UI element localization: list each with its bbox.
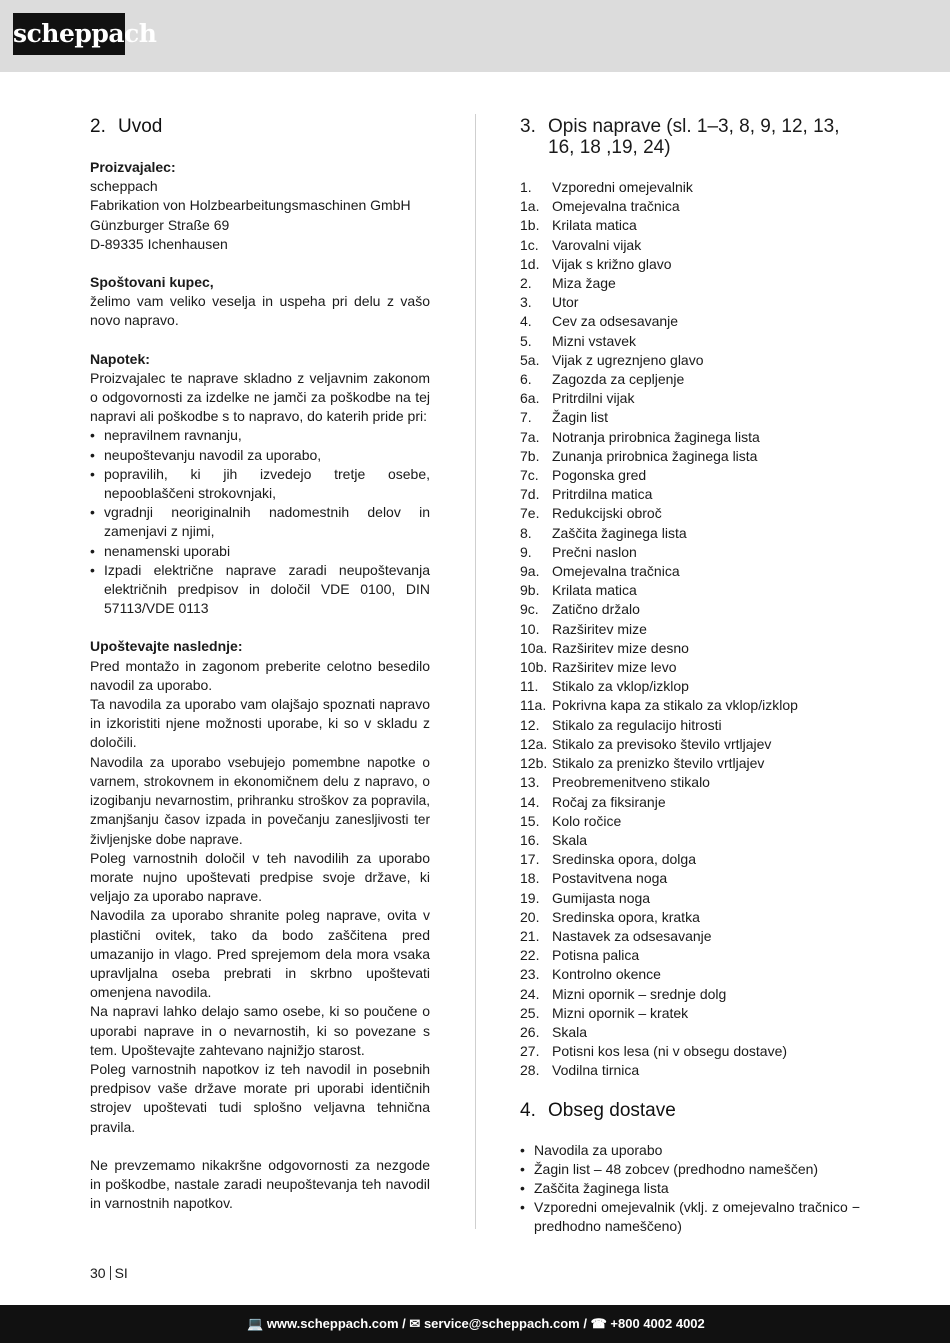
list-item: • nenamenski uporabi: [90, 542, 430, 561]
part-item: [520, 754, 860, 773]
computer-icon: 💻: [247, 1316, 264, 1331]
footer-website[interactable]: www.scheppach.com: [266, 1316, 399, 1331]
manufacturer-line: scheppach: [90, 178, 158, 195]
observe-paragraph: Navodila za uporabo vsebujejo pomembne napotke o varnem, strokovnem in ekonomičnem delu z napravo, o izogibanju nevarnostim, prihranku stroškov za popravila, zmanjšanju časov izpada in povečanju zanesljivosti ter življenjske dobe naprave.: [90, 754, 430, 847]
observe-paragraph: Ta navodila za uporabo vam olajšajo spoznati napravo in izkoristiti njene možnosti uporabe, ki so v skladu z določili.: [90, 696, 430, 751]
part-number: 21.: [520, 927, 540, 944]
part-number: 22.: [520, 947, 540, 964]
footer-separator: /: [402, 1316, 406, 1331]
part-number: 26.: [520, 1023, 540, 1040]
part-item: [520, 831, 860, 850]
part-number: 23.: [520, 966, 540, 983]
part-number: 15.: [520, 812, 540, 829]
part-item: [520, 351, 860, 370]
part-label: Preobremenitveno stikalo: [552, 774, 710, 791]
part-item: [520, 447, 860, 466]
part-number: 8.: [520, 524, 532, 541]
part-label: Utor: [552, 294, 579, 311]
part-item: [520, 370, 860, 389]
footer-contact: [247, 1305, 705, 1343]
part-label: Potisni kos lesa (ni v obsegu dostave): [552, 1043, 788, 1060]
greeting-heading: Spoštovani kupec,: [90, 274, 214, 291]
list-item: • Izpadi električne naprave zaradi neupoštevanja električnih predpisov in določil VDE 0100, DIN 57113/VDE 0113: [90, 561, 430, 619]
part-item: [520, 504, 860, 523]
mail-icon: ✉: [409, 1316, 421, 1331]
part-item: [520, 716, 860, 735]
part-item: [520, 965, 860, 984]
note-block: [90, 350, 430, 619]
page-number: [90, 1265, 128, 1281]
part-item: [520, 408, 860, 427]
page-language: SI: [114, 1265, 128, 1281]
part-number: 1c.: [520, 236, 539, 253]
part-number: 17.: [520, 851, 540, 868]
parts-list: [520, 178, 860, 1081]
part-label: Kolo ročice: [552, 812, 622, 829]
manufacturer-heading: Proizvajalec:: [90, 159, 176, 175]
part-label: Stikalo za vklop/izklop: [552, 678, 689, 695]
list-item: • nepravilnem ravnanju,: [90, 426, 430, 445]
part-item: [520, 869, 860, 888]
footer-email[interactable]: service@scheppach.com: [423, 1316, 580, 1331]
part-item: [520, 562, 860, 581]
footer-phone[interactable]: +800 4002 4002: [610, 1316, 705, 1331]
part-item: [520, 658, 860, 677]
page-number-value: 30: [90, 1265, 106, 1281]
section-2-heading: [90, 116, 430, 138]
part-label: Sredinska opora, dolga: [552, 851, 696, 868]
part-item: [520, 524, 860, 543]
part-item: [520, 889, 860, 908]
part-item: [520, 812, 860, 831]
part-item: [520, 1061, 860, 1080]
part-label: Skala: [552, 831, 588, 848]
section-4-title: Obseg dostave: [548, 1099, 676, 1121]
page-number-separator: [110, 1266, 111, 1280]
phone-icon: ☎: [590, 1316, 607, 1331]
part-item: [520, 696, 860, 715]
part-number: 20.: [520, 908, 540, 925]
part-item: [520, 216, 860, 235]
part-number: 24.: [520, 985, 540, 1002]
observe-paragraph: Navodila za uporabo shranite poleg naprave, ovita v plastični ovitek, tako da bodo zaščitena pred umazanijo in vlago. Pred sprejemom dela mora vsaka upravljalna oseba prebrati in skrbno upoštevati omenjena navodila.: [90, 907, 430, 1001]
manufacturer-block: [90, 158, 430, 254]
part-item: [520, 543, 860, 562]
part-label: Razširitev mize: [552, 620, 647, 637]
part-label: Varovalni vijak: [552, 236, 642, 253]
disclaimer-text: Ne prevzemamo nikakršne odgovornosti za nezgode in poškodbe, nastale zaradi neupoštevanja teh navodil in varnostnih napotkov.: [90, 1156, 430, 1212]
delivery-list: [520, 1141, 860, 1237]
part-label: Postavitvena noga: [552, 870, 668, 887]
part-label: Cev za odsesavanje: [552, 313, 679, 330]
part-item: [520, 293, 860, 312]
part-item: [520, 178, 860, 197]
part-label: Mizni opornik – srednje dolg: [552, 985, 727, 1002]
part-label: Prečni naslon: [552, 543, 637, 560]
part-number: 4.: [520, 313, 532, 330]
part-number: 18.: [520, 870, 540, 887]
part-label: Krilata matica: [552, 217, 637, 234]
part-number: 10a.: [520, 639, 548, 656]
part-item: [520, 927, 860, 946]
observe-paragraph: Poleg varnostnih določil v teh navodilih za uporabo morate nujno upoštevati predpise svoje države, ki veljajo za uporabo naprave.: [90, 849, 430, 905]
note-text: Proizvajalec te naprave skladno z veljavnim zakonom o odgovornosti za izdelke ne jamči za poškodbe na tej napravi ali poškodbe s to napravo, do katerih pride pri:: [90, 369, 430, 425]
part-number: 7b.: [520, 447, 540, 464]
part-label: Gumijasta noga: [552, 889, 651, 906]
greeting-text: želimo vam veliko veselja in uspeha pri delu z vašo novo napravo.: [90, 293, 430, 329]
part-number: 11a.: [520, 697, 547, 714]
part-item: [520, 428, 860, 447]
part-label: Razširitev mize desno: [552, 639, 689, 656]
part-label: Omejevalna tračnica: [552, 198, 680, 215]
part-label: Pritrdilni vijak: [552, 390, 635, 407]
part-number: 2.: [520, 275, 532, 292]
part-number: 27.: [520, 1043, 540, 1060]
list-item: • Žagin list – 48 zobcev (predhodno nameščen): [520, 1160, 860, 1179]
part-number: 5a.: [520, 351, 540, 368]
part-label: Kontrolno okence: [552, 966, 661, 983]
part-number: 5.: [520, 332, 532, 349]
part-item: [520, 1004, 860, 1023]
part-label: Zaščita žaginega lista: [552, 524, 687, 541]
part-item: [520, 255, 860, 274]
part-item: [520, 773, 860, 792]
part-item: [520, 389, 860, 408]
part-item: [520, 600, 860, 619]
page-footer: [0, 1305, 950, 1343]
list-item: • popravilih, ki jih izvedejo tretje osebe, nepooblaščeni strokovnjaki,: [90, 465, 430, 503]
part-item: [520, 274, 860, 293]
section-intro: [90, 116, 430, 1213]
part-label: Vodilna tirnica: [552, 1062, 640, 1079]
part-number: 12.: [520, 716, 540, 733]
part-item: [520, 485, 860, 504]
section-2-title: Uvod: [118, 116, 163, 137]
section-4-number: 4.: [520, 1099, 536, 1121]
part-label: Pokrivna kapa za stikalo za vklop/izklop: [552, 697, 798, 714]
manufacturer-line: Fabrikation von Holzbearbeitungsmaschinen GmbH: [90, 197, 411, 214]
list-item: • vgradnji neoriginalnih nadomestnih delov in zamenjavi z njimi,: [90, 503, 430, 541]
part-label: Stikalo za previsoko število vrtljajev: [552, 735, 772, 752]
part-number: 1d.: [520, 255, 540, 272]
section-3-title: Opis naprave (sl. 1–3, 8, 9, 12, 13, 16, 18 ,19, 24): [548, 116, 840, 158]
part-number: 9.: [520, 543, 532, 560]
list-item: • Zaščita žaginega lista: [520, 1179, 860, 1198]
footer-separator: /: [583, 1316, 587, 1331]
part-number: 13.: [520, 774, 540, 791]
part-item: [520, 312, 860, 331]
part-number: 7.: [520, 409, 532, 426]
part-number: 9b.: [520, 582, 540, 599]
list-item: • neupoštevanju navodil za uporabo,: [90, 446, 430, 465]
part-label: Omejevalna tračnica: [552, 563, 680, 580]
observe-paragraph: Pred montažo in zagonom preberite celotno besedilo navodil za uporabo.: [90, 657, 430, 693]
part-label: Zatično držalo: [552, 601, 640, 618]
section-3-number: 3.: [520, 116, 536, 137]
part-label: Sredinska opora, kratka: [552, 908, 700, 925]
part-number: 10b.: [520, 659, 548, 676]
part-label: Nastavek za odsesavanje: [552, 927, 712, 944]
part-label: Redukcijski obroč: [552, 505, 662, 522]
part-number: 12a.: [520, 735, 548, 752]
list-item: • Navodila za uporabo: [520, 1141, 860, 1160]
part-item: [520, 985, 860, 1004]
part-number: 16.: [520, 831, 540, 848]
part-label: Notranja prirobnica žaginega lista: [552, 428, 760, 445]
part-item: [520, 466, 860, 485]
manufacturer-line: D-89335 Ichenhausen: [90, 235, 228, 252]
part-item: [520, 735, 860, 754]
section-2-number: 2.: [90, 116, 106, 137]
part-number: 19.: [520, 889, 540, 906]
part-number: 7e.: [520, 505, 540, 522]
part-label: Vijak s križno glavo: [552, 255, 672, 272]
observe-paragraph: Na napravi lahko delajo samo osebe, ki so poučene o uporabi naprave in o nevarnostih, ki so povezane s tem. Upoštevajte zahtevano najnižjo starost.: [90, 1003, 430, 1058]
observe-heading: Upoštevajte naslednje:: [90, 638, 243, 655]
manufacturer-line: Günzburger Straße 69: [90, 216, 230, 233]
part-item: [520, 850, 860, 869]
part-number: 25.: [520, 1004, 540, 1021]
part-number: 14.: [520, 793, 540, 810]
list-item: • Vzporedni omejevalnik (vklj. z omejevalno tračnico − predhodno nameščeno): [520, 1198, 860, 1236]
part-item: [520, 197, 860, 216]
part-label: Miza žage: [552, 275, 616, 292]
part-number: 7a.: [520, 428, 540, 445]
observe-block: [90, 637, 430, 1136]
part-number: 7d.: [520, 486, 540, 503]
part-item: [520, 236, 860, 255]
part-item: [520, 581, 860, 600]
scheppach-logo: scheppach: [13, 13, 125, 55]
part-label: Žagin list: [552, 409, 609, 426]
part-number: 9a.: [520, 563, 540, 580]
part-label: Potisna palica: [552, 947, 640, 964]
part-number: 1b.: [520, 217, 540, 234]
part-item: [520, 946, 860, 965]
part-label: Ročaj za fiksiranje: [552, 793, 666, 810]
part-item: [520, 1042, 860, 1061]
part-label: Krilata matica: [552, 582, 637, 599]
part-label: Zagozda za cepljenje: [552, 371, 685, 388]
part-item: [520, 639, 860, 658]
part-label: Zunanja prirobnica žaginega lista: [552, 447, 758, 464]
part-number: 1a.: [520, 198, 540, 215]
part-label: Vijak z ugreznjeno glavo: [552, 351, 704, 368]
part-item: [520, 332, 860, 351]
part-label: Razširitev mize levo: [552, 659, 677, 676]
part-label: Pritrdilna matica: [552, 486, 653, 503]
part-number: 6.: [520, 371, 532, 388]
part-number: 11.: [520, 678, 539, 695]
part-label: Mizni vstavek: [552, 332, 637, 349]
part-label: Pogonska gred: [552, 467, 647, 484]
part-label: Mizni opornik – kratek: [552, 1004, 689, 1021]
part-item: [520, 908, 860, 927]
part-label: Skala: [552, 1023, 588, 1040]
part-number: 9c.: [520, 601, 539, 618]
note-heading: Napotek:: [90, 350, 150, 367]
part-label: Vzporedni omejevalnik: [552, 179, 693, 195]
part-number: 6a.: [520, 390, 540, 407]
section-device-description: [520, 116, 860, 1237]
note-list: [90, 426, 430, 618]
greeting-block: [90, 273, 430, 331]
part-number: 10.: [520, 620, 540, 637]
part-item: [520, 1023, 860, 1042]
part-item: [520, 620, 860, 639]
page-header: [0, 0, 950, 72]
part-number: 7c.: [520, 467, 539, 484]
section-3-heading: [520, 116, 860, 158]
section-4-heading: [520, 1100, 860, 1122]
part-item: [520, 793, 860, 812]
part-item: [520, 677, 860, 696]
part-number: 1.: [520, 179, 532, 195]
part-number: 28.: [520, 1062, 540, 1079]
observe-paragraph: Poleg varnostnih napotkov iz teh navodil in posebnih predpisov vaše države morate pri uporabi identičnih strojev upoštevati tudi splošno veljavna tehnična pravila.: [90, 1060, 430, 1135]
part-number: 3.: [520, 294, 532, 311]
part-number: 12b.: [520, 755, 548, 772]
column-divider: [475, 114, 476, 1229]
part-label: Stikalo za prenizko število vrtljajev: [552, 755, 765, 772]
part-label: Stikalo za regulacijo hitrosti: [552, 716, 722, 733]
